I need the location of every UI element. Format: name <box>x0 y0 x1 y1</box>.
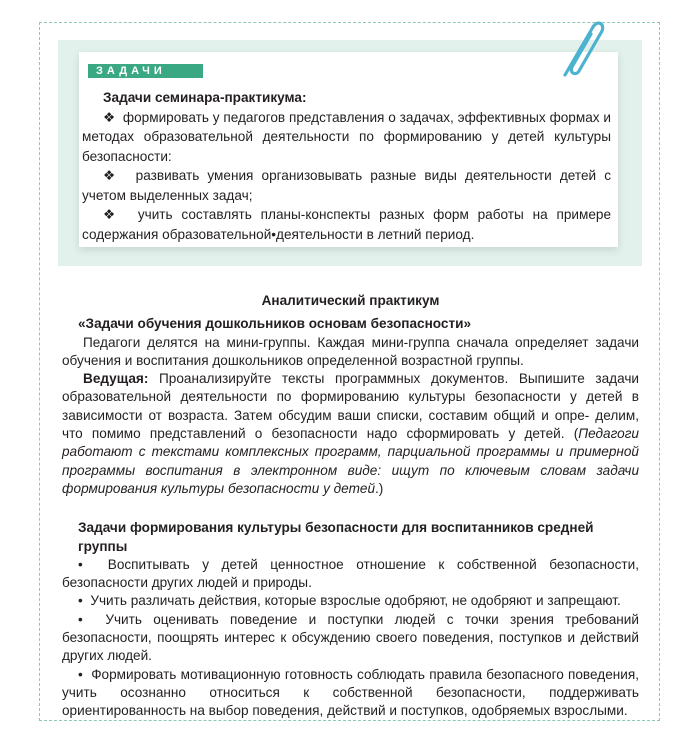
middle-group-item: • Учить различать действия, которые взрослые одобряют, не одобряют и запрещают. <box>78 593 621 609</box>
tasks-content <box>82 88 611 244</box>
practicum-heading: Аналитический практикум <box>261 293 440 308</box>
middle-group-item: • Воспитывать у детей ценностное отношение к собственной безопасности, безопасности других людей и природы. <box>62 556 639 591</box>
tasks-tag: ЗАДАЧИ <box>88 64 203 78</box>
middle-group-item: • Формировать мотивационную готовность соблюдать правила безопасного поведения, учить осознанно относиться к собственной безопасности, поддерживать ориентированность на выбор поведения, действий и поступков, одобряемых взрослыми. <box>62 666 639 719</box>
diamond-bullet-icon: ❖ <box>103 109 116 125</box>
tasks-item: ❖ учить составлять планы-конспекты разных форм работы на примере содержания образовательной•деятельности в летний период. <box>82 207 611 242</box>
diamond-bullet-icon: ❖ <box>103 168 120 183</box>
diamond-bullet-icon: ❖ <box>103 207 121 222</box>
practicum-subheading: «Задачи обучения дошкольников основам безопасности» <box>78 316 472 332</box>
practicum-intro: Педагоги делятся на мини-группы. Каждая мини-группа сначала определяет задачи обучения и воспитания дошкольников определенной возрастной группы. <box>62 334 639 368</box>
leader-label: Ведущая: <box>83 371 149 387</box>
middle-group-item: • Учить оценивать поведение и поступки людей с точки зрения требований безопасности, поощрять интерес к обсуждению своего поведения, поступков и действий других людей. <box>62 611 639 664</box>
leader-note: Педагоги работают с текстами комплексных программ, парциальной программы и примерной программы воспитания в электронном виде: ищут по ключевым словам задачи формирования культуры безопасности у детей <box>62 426 639 496</box>
practicum-section <box>62 292 639 721</box>
leader-paragraph: Ведущая: Проанализируйте тексты программных документов. Выпишите задачи образовательной деятельности по формированию культуры безопасности у детей в зависимости от возраста. Затем обсудим ваши списки, составим общий и опре- делим, что помимо представлений о безопасности надо сформировать у детей. (Педагоги работают с текстами комплексных программ, парциальной программы и примерной программы воспитания в электронном виде: ищут по ключевым словам задачи формирования культуры безопасности у детей.) <box>62 371 640 496</box>
tasks-item: ❖ развивать умения организовывать разные виды деятельности детей с учетом выделенных задач; <box>82 168 611 203</box>
paperclip-icon <box>555 15 607 83</box>
tasks-title: Задачи семинара-практикума: <box>103 90 307 105</box>
middle-group-title: Задачи формирования культуры безопасности для воспитанников средней группы <box>78 520 594 554</box>
tasks-item: ❖ формировать у педагогов представления о задачах, эффективных формах и методах образовательной деятельности по формированию у детей культуры безопасности: <box>82 109 611 164</box>
